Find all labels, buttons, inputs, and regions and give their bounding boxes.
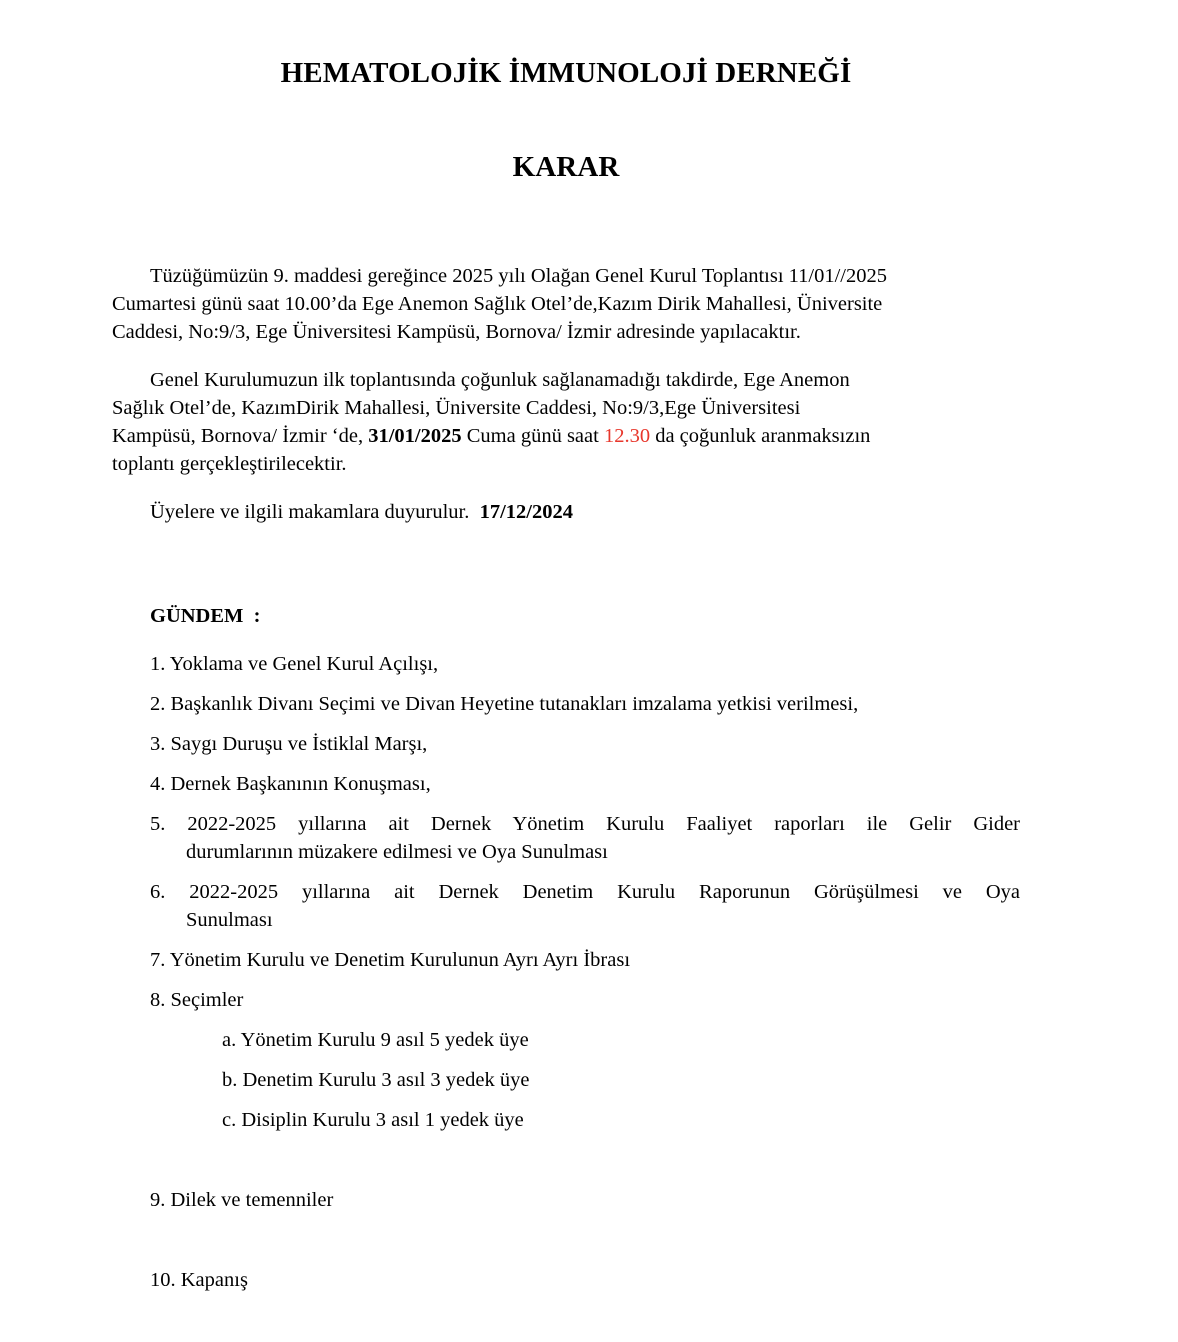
agenda-item (150, 1266, 1020, 1294)
agenda-item-number: 6. (150, 881, 166, 903)
agenda-item-text: 2022-2025 yıllarına ait Dernek Denetim Kurulu Raporunun Görüşülmesi ve Oya (189, 881, 1021, 903)
agenda-sub-item (222, 1106, 1092, 1134)
agenda-sub-item (222, 1066, 1092, 1094)
agenda-item-text: Başkanlık Divanı Seçimi ve Divan Heyetine tutanakları imzalama yetkisi verilmesi, (170, 693, 859, 715)
agenda-item-text: Saygı Duruşu ve İstiklal Marşı, (170, 733, 428, 755)
paragraph-line: Sağlık Otel’de, KazımDirik Mahallesi, Üniversite Caddesi, No:9/3,Ege Üniversitesi (112, 397, 801, 419)
agenda-item (150, 946, 1020, 974)
organization-title: HEMATOLOJİK İMMUNOLOJİ DERNEĞİ (280, 57, 852, 89)
paragraph-line: Cumartesi günü saat 10.00’da Ege Anemon Sağlık Otel’de,Kazım Dirik Mahallesi, Üniversite (112, 293, 883, 315)
agenda-item-line (150, 810, 1020, 838)
agenda-sub-item-text: Yönetim Kurulu 9 asıl 5 yedek üye (240, 1029, 529, 1051)
agenda-item-continuation: durumlarının müzakere edilmesi ve Oya Sunulması (186, 841, 608, 863)
agenda-sub-item-letter: b. (222, 1069, 238, 1091)
second-meeting-paragraph (112, 366, 1020, 478)
agenda-item-number: 2. (150, 693, 166, 715)
agenda-sub-item (222, 1026, 1092, 1054)
announcement-date: 17/12/2024 (479, 501, 574, 523)
agenda-heading: GÜNDEM : (150, 605, 261, 627)
agenda-item (150, 878, 1020, 934)
agenda-item (150, 730, 1020, 758)
agenda-item-number: 9. (150, 1189, 166, 1211)
agenda-item-text: Dilek ve temenniler (170, 1189, 334, 1211)
agenda-item-text: 2022-2025 yıllarına ait Dernek Yönetim Kurulu Faaliyet raporları ile Gelir Gider (187, 813, 1021, 835)
agenda-item-text: Seçimler (170, 989, 244, 1011)
agenda-item (150, 690, 1020, 718)
agenda-sub-item-letter: c. (222, 1109, 237, 1131)
text-segment: Kampüsü, Bornova/ İzmir ‘de, (112, 425, 369, 447)
decision-title: KARAR (512, 151, 620, 183)
paragraph-line: toplantı gerçekleştirilecektir. (112, 453, 347, 475)
agenda-item-continuation: Sunulması (186, 909, 273, 931)
text-segment: da çoğunluk aranmaksızın (650, 425, 871, 447)
agenda-item (150, 770, 1020, 798)
second-meeting-time: 12.30 (603, 425, 651, 447)
agenda-item-text: Yönetim Kurulu ve Denetim Kurulunun Ayrı Ayrı İbrası (169, 949, 631, 971)
paragraph-line: Caddesi, No:9/3, Ege Üniversitesi Kampüsü, Bornova/ İzmir adresinde yapılacaktır. (112, 321, 801, 343)
announcement-paragraph (112, 498, 1020, 526)
agenda-item (150, 986, 1020, 1014)
agenda-sub-item-letter: a. (222, 1029, 237, 1051)
agenda-item (150, 810, 1020, 866)
paragraph-line: Tüzüğümüzün 9. maddesi gereğince 2025 yılı Olağan Genel Kurul Toplantısı 11/01//2025 (150, 265, 887, 287)
agenda-item-number: 1. (150, 653, 166, 675)
agenda-sub-item-text: Disiplin Kurulu 3 asıl 1 yedek üye (241, 1109, 524, 1131)
text-segment: Cuma günü saat (461, 425, 604, 447)
agenda-item (150, 650, 1020, 678)
agenda-item-number: 8. (150, 989, 166, 1011)
agenda-item-number: 3. (150, 733, 166, 755)
agenda-item-number: 10. (150, 1269, 176, 1291)
agenda-item-number: 4. (150, 773, 166, 795)
second-meeting-date: 31/01/2025 (368, 425, 462, 447)
announcement-text: Üyelere ve ilgili makamlara duyurulur. (150, 501, 480, 523)
agenda-item-text: Kapanış (180, 1269, 248, 1291)
agenda-item-number: 5. (150, 813, 166, 835)
agenda-sub-item-text: Denetim Kurulu 3 asıl 3 yedek üye (242, 1069, 530, 1091)
meeting-announcement-paragraph (112, 262, 1020, 346)
agenda-item-number: 7. (150, 949, 166, 971)
paragraph-line-with-date (112, 422, 1020, 450)
agenda-item-text: Yoklama ve Genel Kurul Açılışı, (169, 653, 439, 675)
paragraph-line: Genel Kurulumuzun ilk toplantısında çoğunluk sağlanamadığı takdirde, Ege Anemon (150, 369, 850, 391)
agenda-item-line (150, 878, 1020, 906)
agenda-item (150, 1186, 1020, 1214)
agenda-item-text: Dernek Başkanının Konuşması, (170, 773, 431, 795)
